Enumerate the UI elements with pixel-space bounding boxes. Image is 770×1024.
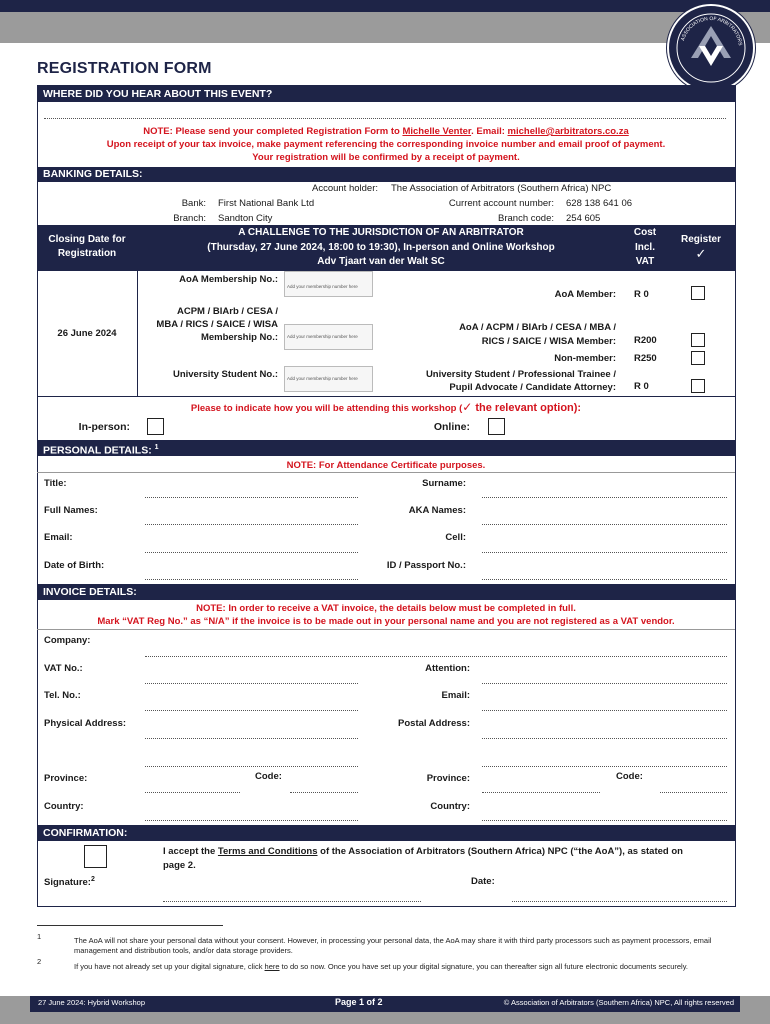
postal-country-input[interactable] [482,820,727,821]
account-holder-value: The Association of Arbitrators (Southern Africa) NPC [391,183,612,194]
physical-code-label: Code: [255,771,282,782]
top-gray-band [0,12,770,43]
postal-address-label: Postal Address: [398,718,470,729]
register-heading: Register ✓ [668,233,734,261]
footnote-rule [37,925,223,926]
invoice-note-1: NOTE: In order to receive a VAT invoice, the details below must be completed in full. [196,603,576,614]
rate-affiliate-label: AoA / ACPM / BIArb / CESA / MBA / RICS / SAICE / WISA Member: [459,322,616,347]
invoice-note-2: Mark “VAT Reg No.” as “N/A” if the invoice is to be made out in your personal name and you are not registered as a VAT vendor. [97,616,675,627]
student-number-label: University Student No.: [172,369,278,380]
footnote-1-marker: 1 [37,932,42,941]
bank-value: First National Bank Ltd [218,198,315,209]
title-label: Title: [44,478,67,489]
account-number-value: 628 138 641 06 [566,198,633,209]
branch-label: Branch: [173,213,206,224]
other-membership-input[interactable]: Add your membership number here [284,324,373,350]
attendance-note: Please to indicate how you will be attending this workshop (✓ the relevant option): [190,400,582,414]
branch-code-label: Branch code: [498,213,554,224]
dob-label: Date of Birth: [44,560,105,571]
vat-label: VAT No.: [44,663,83,674]
event-bottom-rule [37,396,735,397]
accept-terms-checkbox[interactable] [84,845,107,868]
register-student-checkbox[interactable] [691,379,705,393]
footnote-2-marker: 2 [37,957,42,966]
branch-value: Sandton City [218,213,273,224]
event-title: A CHALLENGE TO THE JURISDICTION OF AN ARBITRATOR (Thursday, 27 June 2024, 18:00 to 19:30), In-person and Online Workshop Adv Tjaart van der Walt SC [207,227,555,267]
invoice-details-header: INVOICE DETAILS: [37,584,735,600]
postal-address-input-1[interactable] [482,738,727,739]
email-input[interactable] [145,552,358,553]
confirmation-header: CONFIRMATION: [37,825,735,841]
physical-address-label: Physical Address: [44,718,127,729]
surname-input[interactable] [482,497,727,498]
personal-details-header: PERSONAL DETAILS: $^1$ [37,440,735,456]
note-send-form: NOTE: Please send your completed Registration Form to Michelle Venter. Email: michelle@arbitrators.co.za [143,126,629,137]
footer-left: 27 June 2024: Hybrid Workshop [38,998,146,1007]
physical-country-input[interactable] [145,820,358,821]
footer-bar [30,996,740,1012]
in-person-checkbox[interactable] [147,418,164,435]
full-names-label: Full Names: [44,505,98,516]
aka-names-label: AKA Names: [408,505,466,516]
hear-about-header: WHERE DID YOU HEAR ABOUT THIS EVENT? [37,86,735,102]
check-icon: ✓ [462,400,473,414]
footnote-2-text: If you have not already set up your digital signature, click here to do so now. Once you have set up your digital signature, you can thereafter sign all future electronic documents securely. [74,962,688,971]
email-label: Email: [44,532,73,543]
physical-address-input-1[interactable] [145,738,358,739]
logo-text: ASSOCIATION OF ARBITRATORS [680,15,743,47]
invoice-email-label: Email: [441,690,470,701]
physical-code-input[interactable] [290,792,358,793]
vat-input[interactable] [145,683,358,684]
top-bar [0,0,770,12]
online-label: Online: [433,421,470,433]
aoa-logo [667,4,755,92]
postal-address-input-2[interactable] [482,766,727,767]
aka-names-input[interactable] [482,524,727,525]
postal-province-label: Province: [426,773,470,784]
terms-link[interactable]: Terms and Conditions [217,846,318,857]
rate-student-label: University Student / Professional Trainee / Pupil Advocate / Candidate Attorney: [425,369,616,393]
signature-input[interactable] [163,901,421,902]
rate-student-price: R 0 [634,381,649,392]
postal-country-label: Country: [430,801,470,812]
register-non-member-checkbox[interactable] [691,351,705,365]
contact-name-link[interactable]: Michelle Venter [402,126,472,137]
company-label: Company: [44,635,91,646]
note-payment: Upon receipt of your tax invoice, make payment referencing the corresponding invoice number and email proof of payment. [106,139,666,150]
id-passport-input[interactable] [482,579,727,580]
hear-about-input-line[interactable] [44,118,726,119]
aoa-membership-input[interactable]: Add your membership number here [284,271,373,297]
invoice-email-input[interactable] [482,710,727,711]
postal-code-input[interactable] [660,792,727,793]
banking-header: BANKING DETAILS: [37,167,735,182]
register-affiliate-checkbox[interactable] [691,333,705,347]
closing-date-heading: Closing Date for Registration [48,234,126,259]
rate-non-member-price: R250 [634,353,657,364]
page-number: Page 1 of 2 [335,997,383,1007]
physical-province-input[interactable] [145,792,240,793]
branch-code-value: 254 605 [566,213,601,224]
physical-province-label: Province: [44,773,88,784]
footer-copyright: © Association of Arbitrators (Southern Africa) NPC, All rights reserved [503,998,734,1007]
personal-note: NOTE: For Attendance Certificate purposes. [286,460,486,471]
id-passport-label: ID / Passport No.: [386,560,466,571]
form-title: REGISTRATION FORM [37,60,212,77]
dob-input[interactable] [145,579,358,580]
online-checkbox[interactable] [488,418,505,435]
register-aoa-member-checkbox[interactable] [691,286,705,300]
surname-label: Surname: [422,478,466,489]
cost-heading: Cost Incl. VAT [633,227,657,267]
in-person-label: In-person: [78,421,130,433]
signature-label: Signature:$^2$ [44,876,95,889]
postal-code-label: Code: [616,771,643,782]
contact-email-link[interactable]: michelle@arbitrators.co.za [507,126,629,137]
cell-label: Cell: [445,532,466,543]
full-names-input[interactable] [145,524,358,525]
closing-date-value: 26 June 2024 [57,328,117,339]
register-check-icon: ✓ [695,246,707,261]
other-membership-label: ACPM / BIArb / CESA / MBA / RICS / SAICE / WISA Membership No.: [156,306,278,343]
physical-country-label: Country: [44,801,84,812]
rate-aoa-member-label: AoA Member: [554,289,616,300]
attention-input[interactable] [482,683,727,684]
aoa-membership-label: AoA Membership No.: [179,274,278,285]
attention-label: Attention: [425,663,470,674]
rate-non-member-label: Non-member: [554,353,616,364]
student-number-input[interactable]: Add your membership number here [284,366,373,392]
accept-terms-text: I accept the Terms and Conditions of the Association of Arbitrators (Southern Africa) NPC (“the AoA”), as stated on page 2. [163,846,683,871]
account-number-label: Current account number: [448,198,554,209]
date-label: Date: [471,876,495,887]
physical-address-input-2[interactable] [145,766,358,767]
cell-input[interactable] [482,552,727,553]
digital-signature-link[interactable]: here [264,962,280,971]
title-input[interactable] [145,497,358,498]
rate-affiliate-price: R200 [634,335,657,346]
bank-label: Bank: [181,198,206,209]
account-holder-label: Account holder: [311,183,378,194]
date-input[interactable] [512,901,727,902]
tel-label: Tel. No.: [44,690,81,701]
note-confirmation: Your registration will be confirmed by a receipt of payment. [252,152,520,163]
closing-col-divider [137,271,138,397]
rate-aoa-member-price: R 0 [634,289,649,300]
footnote-1-text: The AoA will not share your personal data without your consent. However, in processing your personal data, the AoA may share it with third party processors such as payment processors, email management and distribution tools, and/or data storage providers. [74,936,712,955]
tel-input[interactable] [145,710,358,711]
company-input[interactable] [145,656,727,657]
postal-province-input[interactable] [482,792,600,793]
